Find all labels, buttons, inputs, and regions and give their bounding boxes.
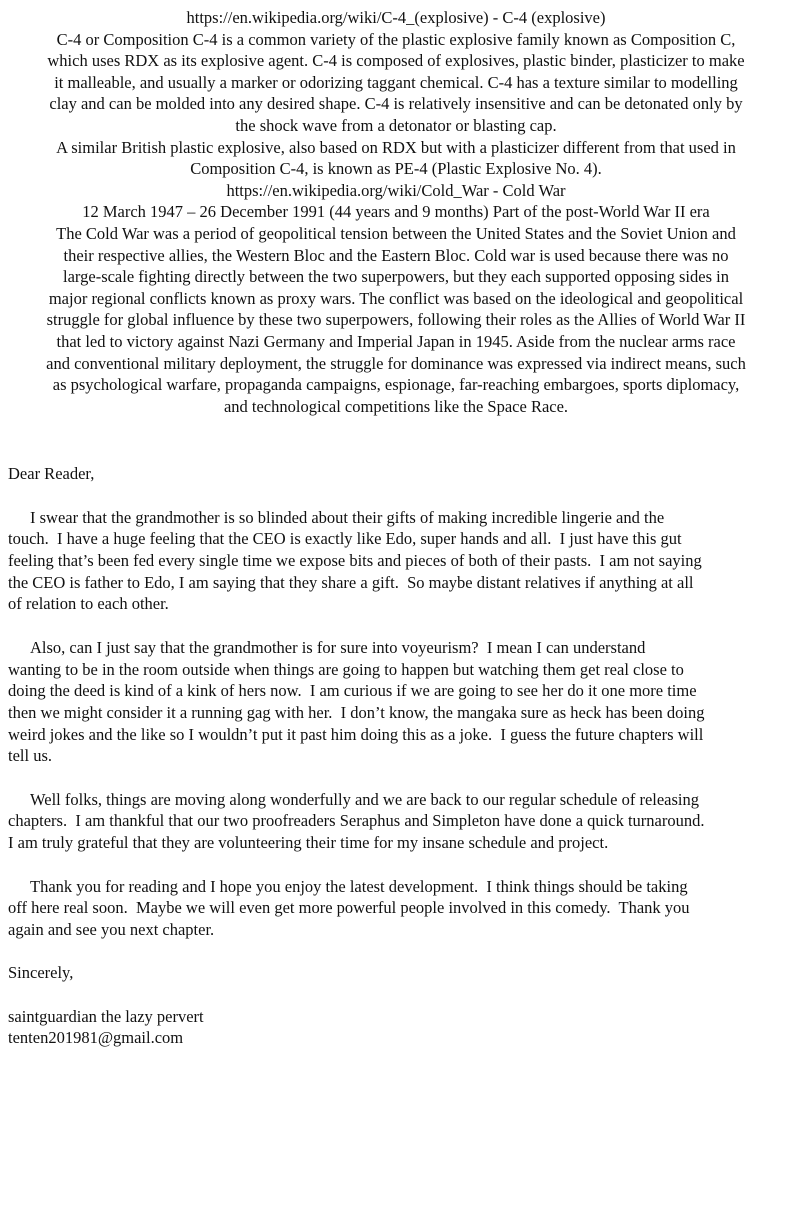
text-line: Well folks, things are moving along wonderfully and we are back to our regular schedule of releasing (30, 789, 699, 809)
text-line: it malleable, and usually a marker or odorizing taggant chemical. C-4 has a texture similar to modelling (54, 72, 738, 92)
citations-block (0, 0, 792, 417)
text-line: as psychological warfare, propaganda campaigns, espionage, far-reaching embargoes, sports diplomacy, (52, 375, 740, 395)
text-line: Also, can I just say that the grandmother is for sure into voyeurism? I mean I can understand (30, 637, 646, 657)
text-line: struggle for global influence by these two superpowers, following their roles as the Allies of World War II (46, 310, 746, 330)
text-line: again and see you next chapter. (8, 919, 215, 939)
pe4-summary (0, 137, 792, 180)
text-line: their respective allies, the Western Bloc and the Eastern Bloc. Cold war is used because there was no (63, 245, 729, 265)
text-line: the shock wave from a detonator or blasting cap. (235, 115, 557, 135)
letter-paragraph-2 (8, 637, 782, 767)
text-line: of relation to each other. (8, 594, 169, 614)
text-line: that led to victory against Nazi Germany and Imperial Japan in 1945. Aside from the nuclear arms race (56, 331, 736, 351)
letter-paragraph-3 (8, 789, 782, 854)
text-line: tell us. (8, 746, 52, 766)
text-line: off here real soon. Maybe we will even get more powerful people involved in this comedy. Thank you (8, 898, 690, 918)
text-line: which uses RDX as its explosive agent. C-4 is composed of explosives, plastic binder, plasticizer to make (47, 51, 745, 71)
text-line: then we might consider it a running gag with her. I don’t know, the mangaka sure as heck has been doing (8, 702, 705, 722)
letter-paragraph-4 (8, 876, 782, 941)
text-line: I am truly grateful that they are volunteering their time for my insane schedule and project. (8, 833, 609, 853)
letter-paragraph-1 (8, 507, 782, 616)
text-line: Thank you for reading and I hope you enjoy the latest development. I think things should be taking (30, 876, 688, 896)
signature-name: saintguardian the lazy pervert (8, 1006, 204, 1026)
text-line: C-4 or Composition C-4 is a common variety of the plastic explosive family known as Composition C, (56, 29, 736, 49)
text-line: A similar British plastic explosive, also based on RDX but with a plasticizer different from that used in (56, 137, 736, 157)
coldwar-date-line: 12 March 1947 – 26 December 1991 (44 years and 9 months) Part of the post-World War II era (82, 202, 710, 222)
text-line: and technological competitions like the Space Race. (223, 396, 569, 416)
text-line: and conventional military deployment, the struggle for dominance was expressed via indirect means, such (46, 353, 746, 373)
text-line: Composition C-4, is known as PE-4 (Plastic Explosive No. 4). (190, 159, 602, 179)
coldwar-summary (0, 223, 792, 417)
text-line: touch. I have a huge feeling that the CEO is exactly like Edo, super hands and all. I just have this gut (8, 529, 682, 549)
coldwar-source-line: https://en.wikipedia.org/wiki/Cold_War - Cold War (226, 180, 566, 200)
letter-closing: Sincerely, (8, 963, 74, 983)
text-line: major regional conflicts known as proxy wars. The conflict was based on the ideological and geopolitical (48, 288, 744, 308)
c4-summary (0, 29, 792, 137)
signature-block (8, 1006, 782, 1049)
letter-salutation: Dear Reader, (8, 464, 95, 484)
text-line: I swear that the grandmother is so blinded about their gifts of making incredible lingerie and the (30, 507, 665, 527)
text-line: wanting to be in the room outside when things are going to happen but watching them get real close to (8, 659, 684, 679)
text-line: doing the deed is kind of a kink of hers now. I am curious if we are going to see her do it one more time (8, 681, 697, 701)
text-line: The Cold War was a period of geopolitical tension between the United States and the Soviet Union and (56, 223, 736, 243)
text-line: large-scale fighting directly between the two superpowers, but they each supported opposing sides in (63, 267, 729, 287)
letter-body (0, 463, 792, 1049)
text-line: weird jokes and the like so I wouldn’t put it past him doing this as a joke. I guess the future chapters will (8, 724, 704, 744)
text-line: the CEO is father to Edo, I am saying that they share a gift. So maybe distant relatives if anything at all (8, 572, 694, 592)
c4-source-line: https://en.wikipedia.org/wiki/C-4_(explosive) - C-4 (explosive) (186, 8, 606, 27)
signature-email: tenten201981@gmail.com (8, 1028, 184, 1048)
text-line: feeling that’s been fed every single time we expose bits and pieces of both of their pasts. I am not saying (8, 551, 702, 571)
text-line: clay and can be molded into any desired shape. C-4 is relatively insensitive and can be detonated only by (49, 94, 743, 114)
text-line: chapters. I am thankful that our two proofreaders Seraphus and Simpleton have done a quick turnaround. (8, 811, 705, 831)
